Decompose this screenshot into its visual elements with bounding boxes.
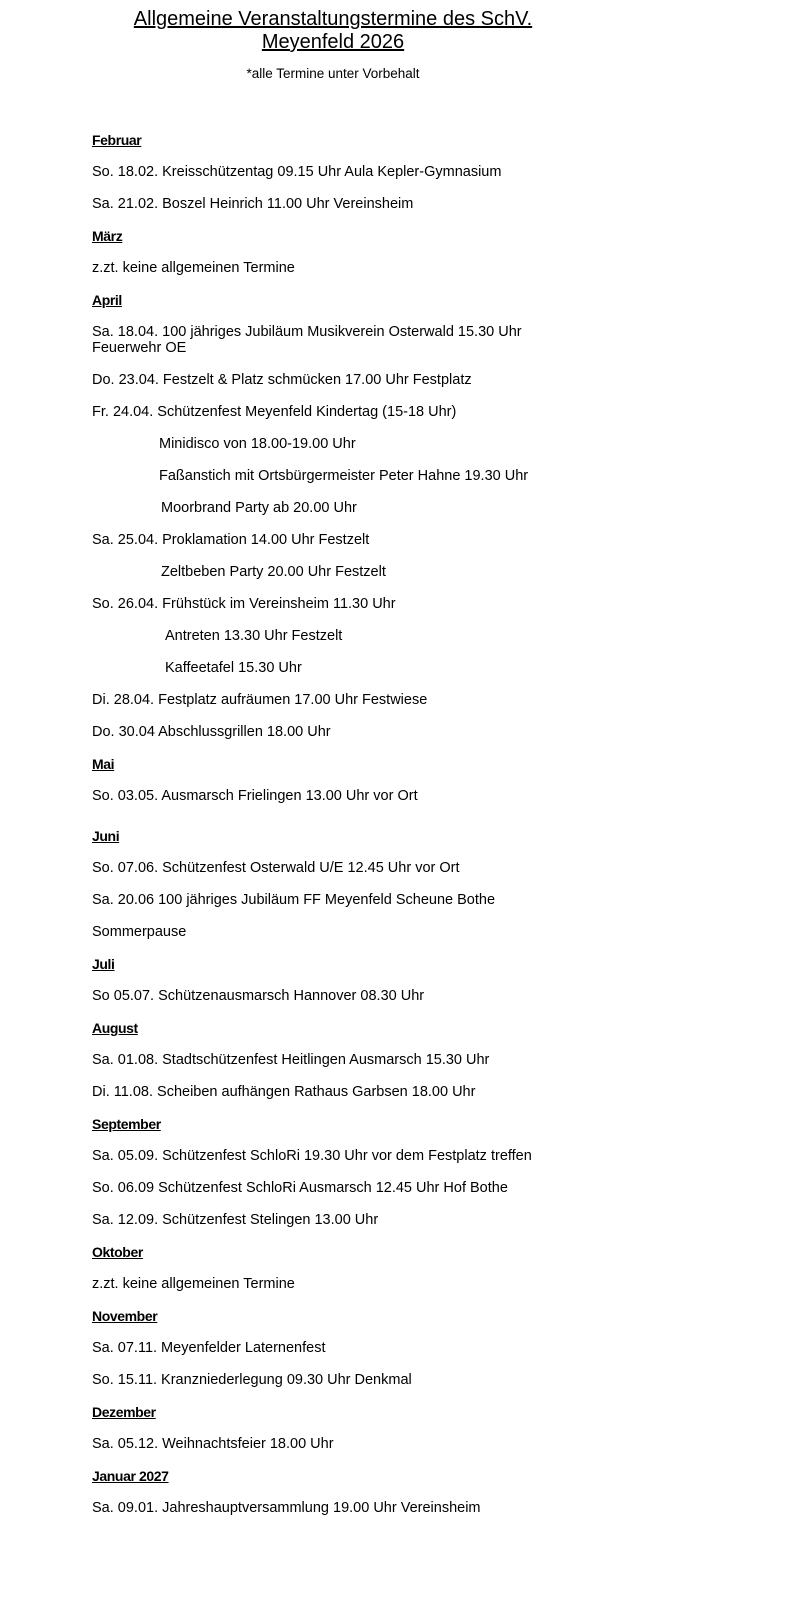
event-item: Sa. 25.04. Proklamation 14.00 Uhr Festzelt [92,532,370,548]
month-heading: April [92,292,122,308]
month-heading: August [92,1020,138,1036]
event-item: So 05.07. Schützenausmarsch Hannover 08.30 Uhr [92,988,425,1004]
event-item: Sa. 12.09. Schützenfest Stelingen 13.00 Uhr [92,1212,379,1228]
event-item: Sommerpause [92,924,187,940]
month-heading: Januar 2027 [92,1468,169,1484]
event-item: So. 03.05. Ausmarsch Frielingen 13.00 Uhr vor Ort [92,788,418,804]
page-title-line-1: Allgemeine Veranstaltungstermine des SchV. [133,8,533,30]
event-item: So. 18.02. Kreisschützentag 09.15 Uhr Aula Kepler-Gymnasium [92,164,502,180]
event-sub-item: Antreten 13.30 Uhr Festzelt [165,628,343,644]
page-title [0,8,666,54]
event-item: So. 15.11. Kranzniederlegung 09.30 Uhr Denkmal [92,1372,412,1388]
event-item: Sa. 20.06 100 jähriges Jubiläum FF Meyenfeld Scheune Bothe [92,892,496,908]
event-item: Do. 30.04 Abschlussgrillen 18.00 Uhr [92,724,331,740]
event-item: Sa. 05.09. Schützenfest SchloRi 19.30 Uhr vor dem Festplatz treffen [92,1148,532,1164]
event-item: z.zt. keine allgemeinen Termine [92,260,295,276]
month-heading: Oktober [92,1244,143,1260]
event-sub-item: Zeltbeben Party 20.00 Uhr Festzelt [161,564,386,580]
event-sub-item: Minidisco von 18.00-19.00 Uhr [159,436,356,452]
event-item: z.zt. keine allgemeinen Termine [92,1276,295,1292]
month-heading: Juni [92,828,120,844]
event-item: Sa. 18.04. 100 jähriges Jubiläum Musikverein Osterwald 15.30 Uhr Feuerwehr OE [92,324,522,356]
event-item: Fr. 24.04. Schützenfest Meyenfeld Kindertag (15-18 Uhr) [92,404,457,420]
month-heading: Februar [92,132,142,148]
event-item: Sa. 07.11. Meyenfelder Laternenfest [92,1340,326,1356]
page-title-line-2: Meyenfeld 2026 [261,31,405,53]
event-item: Do. 23.04. Festzelt & Platz schmücken 17.00 Uhr Festplatz [92,372,472,388]
event-item: Sa. 05.12. Weihnachtsfeier 18.00 Uhr [92,1436,334,1452]
month-heading: Juli [92,956,115,972]
event-item: So. 06.09 Schützenfest SchloRi Ausmarsch 12.45 Uhr Hof Bothe [92,1180,508,1196]
event-sub-item: Kaffeetafel 15.30 Uhr [165,660,302,676]
event-item: Sa. 01.08. Stadtschützenfest Heitlingen Ausmarsch 15.30 Uhr [92,1052,490,1068]
month-heading: Dezember [92,1404,156,1420]
event-item: So. 07.06. Schützenfest Osterwald U/E 12.45 Uhr vor Ort [92,860,460,876]
event-item: Sa. 09.01. Jahreshauptversammlung 19.00 Uhr Vereinsheim [92,1500,481,1516]
event-item: Sa. 21.02. Boszel Heinrich 11.00 Uhr Vereinsheim [92,196,414,212]
month-heading: November [92,1308,158,1324]
month-heading: März [92,228,123,244]
subtitle-disclaimer: *alle Termine unter Vorbehalt [246,66,420,81]
event-sub-item: Faßanstich mit Ortsbürgermeister Peter Hahne 19.30 Uhr [159,468,529,484]
month-heading: Mai [92,756,115,772]
event-sub-item: Moorbrand Party ab 20.00 Uhr [161,500,357,516]
month-heading: September [92,1116,161,1132]
event-item: Di. 28.04. Festplatz aufräumen 17.00 Uhr Festwiese [92,692,428,708]
event-item: So. 26.04. Frühstück im Vereinsheim 11.30 Uhr [92,596,396,612]
event-item: Di. 11.08. Scheiben aufhängen Rathaus Garbsen 18.00 Uhr [92,1084,476,1100]
